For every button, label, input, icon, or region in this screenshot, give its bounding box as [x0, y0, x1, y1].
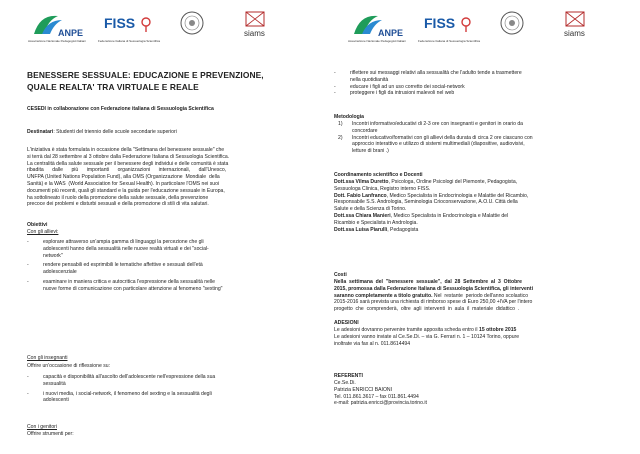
docente-role: , Medico Specialista in Endocrinologia e Malattie del: [390, 212, 509, 219]
title-line-1: BENESSERE SESSUALE: EDUCAZIONE E PREVENZIONE,: [27, 70, 264, 80]
adesioni-line: inoltrate via fax al n. 011.8614494: [334, 340, 411, 347]
intro-line: si terrà dal 28 settembre al 3 ottobre dalla Federazione Italiana di Sessuologia Scientifica.: [27, 153, 230, 160]
intro-line: ha sottolineato il ruolo della promozione della salute sessuale, della prevenzione: [27, 194, 209, 201]
svg-text:siams: siams: [244, 29, 265, 38]
obiettivi-heading: Obiettivi: [27, 222, 48, 228]
insegnanti-intro: Offrire un'occasione di riflessione su:: [27, 363, 110, 369]
costi-free: saranno completamente a titolo gratuito.: [334, 292, 433, 299]
intro-paragraph: [27, 147, 229, 208]
siams-logo: [548, 10, 602, 40]
cesedi-line: CESEDI in collaborazione con Federazione italiana di Sessuologia Scientifica: [27, 106, 214, 112]
referenti-block: [334, 380, 634, 407]
metodologia-list: [334, 121, 634, 155]
title-line-2: QUALE REALTA' TRA VIRTUALE E REALE: [27, 82, 199, 92]
list-item: [334, 90, 634, 97]
bullet: -: [334, 70, 336, 76]
list-item-line: concordare: [352, 127, 378, 134]
docente-role-line: Sessuologa Clinica, Registro interno FISS.: [334, 185, 431, 192]
referente-line: Ce.Se.Di.: [334, 380, 356, 386]
list-item-line: riflettere sui messaggi relativi alla sessualità che l'adulto tende a trasmettere: [350, 70, 522, 76]
intro-line: ribadita dalle più importanti organizzazioni internazionali, dall'Unesco,: [27, 167, 227, 174]
anpe-logo: [348, 10, 404, 43]
bullet: -: [27, 390, 29, 397]
docente-entry: [334, 227, 634, 234]
list-item-line: adolescenti hanno della sessualità nelle nuove realtà virtuali e dei "social-: [43, 245, 209, 252]
anpe-logo: [28, 10, 84, 43]
genitori-heading: Con i genitori: [27, 424, 58, 430]
list-item: [334, 121, 634, 135]
provincia-seal: [498, 10, 526, 40]
bullet: -: [27, 374, 29, 380]
logo-bar: [348, 10, 630, 54]
provincia-seal: [178, 10, 206, 40]
costi-paragraph: [334, 279, 634, 313]
svg-text:ANPE: ANPE: [378, 28, 404, 38]
item-number: 2): [338, 134, 343, 141]
docente-role-line: Salute e della Scienza di Torino.: [334, 206, 407, 213]
list-item-line: rendere pensabili ed esprimibili le tematiche affettive e sessuali dell'età: [43, 262, 203, 269]
list-item-line: letture di brani .): [352, 148, 389, 155]
coordinamento-heading: Coordinamento scientifico e Docenti: [334, 172, 423, 178]
fiss-logo: [418, 10, 481, 43]
list-item-line: adolescenziale: [43, 269, 77, 276]
list-item-line: capacità e disponibilità all'ascolto dell'adolescente nell'espressione della sua: [43, 374, 216, 380]
bullet: -: [27, 239, 29, 245]
adesioni-deadline: 15 ottobre 2015: [478, 327, 517, 333]
intro-line: documenti più recenti, quali gli standard e la guida per l'educazione sessuale in Europa,: [27, 187, 225, 194]
fiss-caption: Federazione Italiana di Sessuologia Scientifica: [418, 39, 481, 43]
bullet: -: [334, 90, 336, 97]
docenti-list: [334, 179, 634, 233]
costi-line: Nella settimana del "benessere sessuale", dal 28 Settembre al 3 Ottobre: [334, 279, 523, 285]
list-item-line: esplorare attraverso un'ampia gamma di linguaggi la percezione che gli: [43, 239, 204, 245]
docente-role: , Medico Specialista in Endocrinologia e Malattie del Ricambio,: [386, 192, 529, 199]
docente-role: , Pedagogista: [387, 226, 419, 233]
list-item-line: sessualità: [43, 380, 66, 387]
docente-entry: [334, 213, 634, 220]
docente-entry: [334, 179, 634, 186]
referente-email[interactable]: e-mail: patrizia.enricci@provincia.torino.it: [334, 400, 427, 407]
list-item: [27, 279, 317, 293]
siams-logo: [228, 10, 282, 40]
list-item-line: Incontri educativo/formativi con gli allievi della durata di circa 2 ore ciascuno con: [352, 134, 533, 141]
insegnanti-heading: Con gli insegnanti: [27, 355, 68, 361]
referenti-heading: REFERENTI: [334, 373, 363, 379]
referente-line: Patrizia ENRICCI BAIONI: [334, 386, 393, 393]
list-item: [27, 374, 317, 388]
docente-name: Dott.ssa Vilma Duretto: [334, 179, 389, 185]
referente-line: Tel. 011.861.3617 – fax 011.861.4494: [334, 393, 419, 400]
svg-text:FISS: FISS: [104, 15, 136, 31]
adesioni-line: [334, 327, 634, 334]
item-number: 1): [338, 121, 343, 127]
list-item: [27, 239, 317, 259]
intro-line: L'iniziativa è stata formulata in occasione della "Settimana del benessere sessuale" che: [27, 147, 225, 153]
intro-line: precoce dei problemi e disturbi sessuali e della promozione di stili di vita salutari.: [27, 201, 209, 208]
adesioni-line: Le adesioni vanno inviate al Ce.Se.Di. – via G. Ferrari n. 1 – 10124 Torino, oppure: [334, 333, 520, 340]
genitori-intro: Offrire strumenti per:: [27, 431, 74, 437]
list-item-line: network": [43, 252, 63, 259]
list-item-line: proteggere i figli da intrusioni malevoli nel web: [350, 90, 455, 97]
metodologia-heading: Metodologia: [334, 114, 364, 120]
allievi-list: [27, 239, 317, 293]
list-item-line: approccio interattivo e utilizzo di sistemi multimediali (diapositive, audiovisivi,: [352, 141, 525, 148]
costi-heading: Costi: [334, 272, 347, 278]
destinatari-label: Destinatari: [27, 129, 54, 135]
docente-name: Dott.ssa Luisa Piarulli: [334, 226, 388, 233]
costi-line: 2015, promossa dalla Federazione Italiana di Sessuologia Scientifica, gli interventi: [334, 285, 534, 292]
bullet: -: [334, 83, 336, 90]
list-item-line: esaminare in maniera critica e autocritica l'espressione della sessualità nelle: [43, 278, 215, 285]
genitori-list: [334, 70, 634, 97]
adesioni-text: Le adesioni dovranno pervenire tramite apposita scheda entro il: [334, 327, 479, 333]
destinatari: [27, 129, 177, 136]
fiss-caption: Federazione Italiana di Sessuologia Scientifica: [98, 39, 161, 43]
costi-line: 2015-2016 sarà prevista una richiesta di rimborso spese di Euro 250,00 +IVA per l'intero: [334, 299, 533, 306]
list-item-line: educare i figli ad un uso corretto dei social-network: [350, 83, 465, 90]
svg-text:FISS: FISS: [424, 15, 456, 31]
docente-role-line: Ricambio e Specialista in Andrologia.: [334, 219, 418, 226]
list-item-line: nella quotidianità: [350, 76, 389, 83]
logo-bar: [28, 10, 310, 54]
list-item: [334, 135, 634, 155]
list-item-line: Incontri informativo/educativi di 2-3 ore con insegnanti e genitori in orario da: [352, 121, 524, 127]
list-item-line: i nuovi media, i social-network, il fenomeno del sexting e la sessualità degli: [43, 390, 212, 397]
list-item: [27, 391, 317, 405]
costi-line: progetto che comprenderà, oltre agli interventi in aula il materiale didattico .: [334, 306, 520, 313]
list-item: [27, 262, 317, 276]
docente-entry: [334, 193, 634, 200]
insegnanti-list: [27, 374, 317, 404]
svg-text:siams: siams: [564, 29, 585, 38]
docente-name: Dott.ssa Chiara Manieri: [334, 212, 391, 219]
docente-role-line: Responsabile S.S. Andrologia, Seminologia Crioconservazione, A.O.U. Città della: [334, 199, 518, 206]
fiss-logo: [98, 10, 161, 43]
intro-line: Sanità) e la WAS (World Association for Sexual Health). In particolare l'OMS nei suoi: [27, 180, 220, 187]
list-item-line: nuove forme di comunicazione con particolare attenzione al fenomeno "sexting": [43, 285, 223, 292]
costi-tail: Nel restante periodo dell'anno scolastico: [432, 292, 529, 299]
right-page: [320, 0, 640, 454]
list-item: [334, 84, 634, 91]
intro-line: La centralità della salute sessuale per il benessere degli individui e delle comunità è stata: [27, 160, 229, 167]
docente-role: , Psicologa, Ordine Psicologi del Piemonte, Pedagogista,: [388, 179, 518, 185]
allievi-heading: Con gli allievi:: [27, 229, 59, 235]
anpe-caption: Associazione Nazionale Pedagogisti Italiani: [348, 39, 406, 43]
intro-line: UNFPA (United Nations Population Fund), alla OMS (Organizzazione Mondiale della: [27, 174, 220, 181]
bullet: -: [27, 262, 29, 269]
svg-text:ANPE: ANPE: [58, 28, 84, 38]
bullet: -: [27, 278, 29, 285]
list-item: [334, 70, 634, 84]
adesioni-paragraph: [334, 327, 634, 347]
adesioni-heading: ADESIONI: [334, 320, 359, 326]
list-item-line: adolescenti: [43, 397, 69, 404]
anpe-caption: Associazione Nazionale Pedagogisti Italiani: [28, 39, 86, 43]
destinatari-text: : Studenti del triennio delle scuole secondarie superiori: [53, 129, 177, 135]
costi-line: [334, 293, 634, 300]
docente-name: Dott. Fabio Lanfranco: [334, 192, 387, 199]
